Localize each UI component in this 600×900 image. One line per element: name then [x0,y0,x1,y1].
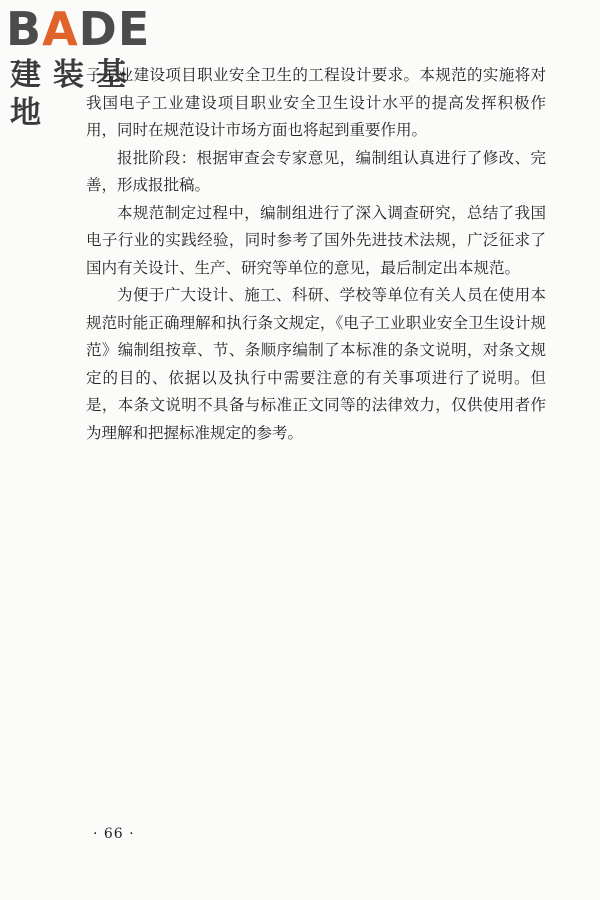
watermark-logo-letter-b: B [6,2,43,56]
paragraph-explanation-purpose: 为便于广大设计、施工、科研、学校等单位有关人员在使用本规范时能正确理解和执行条文规定，《电子工业职业安全卫生设计规范》编制组按章、节、条顺序编制了本标准的条文说明，对条文规定的目的、依据以及执行中需要注意的有关事项进行了说明。但是，本条文说明不具备与标准正文同等的法律效力，仅供使用者作为理解和把握标准规定的参考。 [86,286,546,442]
page-number: · 66 · [93,826,135,842]
watermark-logo-subtitle: 建装基地 [10,57,139,131]
document-body [86,62,546,447]
paragraph-drafting-process: 本规范制定过程中，编制组进行了深入调查研究，总结了我国电子行业的实践经验，同时参考了国外先进技术法规，广泛征求了国内有关设计、生产、研究等单位的意见，最后制定出本规范。 [86,203,546,277]
watermark-logo-latin [6,4,150,54]
watermark-logo-letters-de: DE [78,2,151,56]
paragraph-continuation: 子工业建设项目职业安全卫生的工程设计要求。本规范的实施将对我国电子工业建设项目职业安全卫生设计水平的提高发挥积极作用，同时在规范设计市场方面也将起到重要作用。 [86,66,546,139]
paragraph-approval-stage: 报批阶段：根据审查会专家意见，编制组认真进行了修改、完善，形成报批稿。 [86,148,546,194]
watermark-logo-letter-a: A [42,2,79,56]
